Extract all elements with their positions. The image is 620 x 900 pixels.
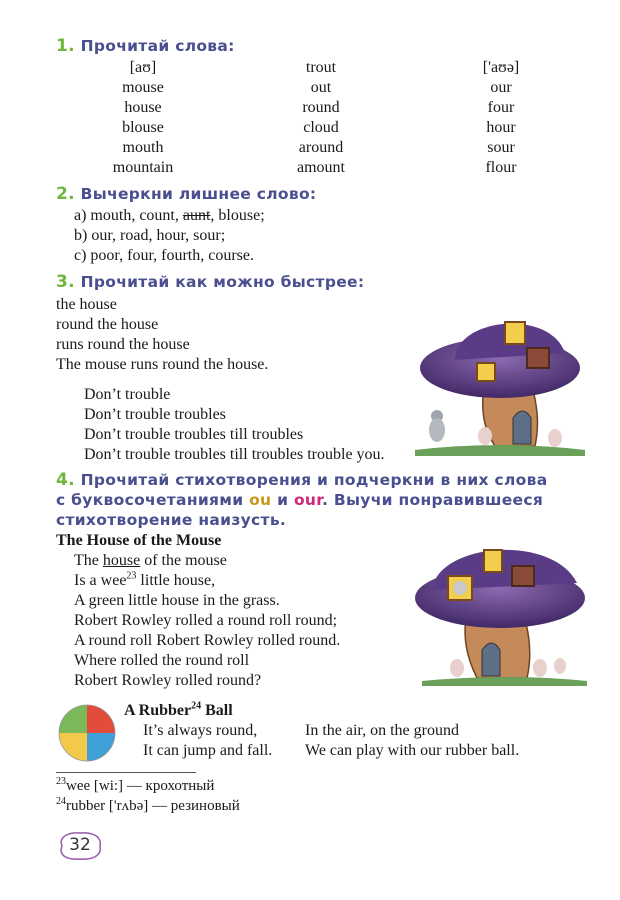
poem-title: The House of the Mouse bbox=[56, 532, 222, 549]
poem-text: of the mouse bbox=[140, 552, 227, 569]
poem-line: Robert Rowley rolled a round roll round; bbox=[74, 612, 338, 629]
word: house bbox=[124, 99, 162, 116]
section-2-title: Вычеркни лишнее слово: bbox=[80, 185, 317, 203]
conjunction: и bbox=[271, 491, 294, 509]
poem-text: The bbox=[74, 552, 103, 569]
text-line: Don’t trouble troubles till troubles bbox=[84, 426, 304, 443]
exercise-line-b: b) our, road, hour, sour; bbox=[74, 227, 226, 244]
poem-line bbox=[56, 551, 340, 571]
poem-rubber-ball-left bbox=[143, 721, 272, 761]
section-3-heading bbox=[56, 272, 364, 292]
struck-word: aunt bbox=[182, 207, 211, 224]
page-number: 32 bbox=[69, 835, 91, 855]
text-line: The mouse runs round the house. bbox=[56, 356, 269, 373]
underlined-word: house bbox=[102, 552, 141, 569]
exercise-line-a bbox=[74, 207, 265, 225]
footnotes bbox=[56, 776, 240, 816]
poem-title bbox=[124, 701, 233, 721]
line-a-suffix: , blouse; bbox=[210, 207, 265, 224]
poem-title-text: Ball bbox=[201, 702, 233, 719]
text-line: Don’t trouble bbox=[84, 386, 171, 403]
word: our bbox=[490, 79, 512, 96]
phonetic-aue: ['aʊə] bbox=[482, 59, 520, 76]
poem-line: It can jump and fall. bbox=[143, 742, 273, 759]
footnote-23 bbox=[56, 776, 240, 796]
poem-rubber-ball bbox=[124, 701, 233, 721]
section-2-heading bbox=[56, 184, 316, 204]
word: mouth bbox=[122, 139, 164, 156]
text-line: the house bbox=[56, 296, 117, 313]
section-4-line-3: стихотворение наизусть. bbox=[56, 511, 287, 529]
footnote-number: 24 bbox=[56, 796, 66, 807]
letters-our: our bbox=[293, 491, 322, 509]
footnote-text: wee [wi:] — крохотный bbox=[66, 778, 215, 794]
word: mountain bbox=[112, 159, 174, 176]
word: cloud bbox=[303, 119, 339, 136]
poem-line: Where rolled the round roll bbox=[74, 652, 250, 669]
poem-title-text: A Rubber bbox=[124, 702, 192, 719]
word: sour bbox=[487, 139, 515, 156]
word: blouse bbox=[122, 119, 164, 136]
exercise-line-c: c) poor, four, fourth, course. bbox=[74, 247, 254, 264]
word-column-1 bbox=[73, 58, 213, 178]
word-column-3 bbox=[431, 58, 571, 178]
poem-line: It’s always round, bbox=[143, 722, 258, 739]
text-line: Don’t trouble troubles till troubles trouble you. bbox=[84, 446, 385, 463]
word: trout bbox=[305, 59, 337, 76]
footnote-divider bbox=[56, 772, 196, 773]
text-line: round the house bbox=[56, 316, 159, 333]
poem-line: In the air, on the ground bbox=[305, 722, 459, 739]
word: amount bbox=[297, 159, 345, 176]
poem-line bbox=[56, 571, 340, 591]
section-2-number: 2. bbox=[56, 184, 75, 204]
section-3-number: 3. bbox=[56, 272, 75, 292]
section-4-line-2a: с буквосочетаниями bbox=[56, 491, 250, 509]
poem-line: We can play with our rubber ball. bbox=[305, 742, 520, 759]
footnote-text: rubber ['rʌbə] — резиновый bbox=[66, 798, 240, 814]
section-4-line-2b: . Выучи понравившееся bbox=[321, 491, 544, 509]
footnote-number: 23 bbox=[56, 776, 66, 787]
word: around bbox=[298, 139, 344, 156]
poem-rubber-ball-right bbox=[305, 721, 519, 761]
word-column-2 bbox=[251, 58, 391, 178]
house-lines bbox=[56, 295, 268, 375]
text-line: Don’t trouble troubles bbox=[84, 406, 226, 423]
poem-line: A green little house in the grass. bbox=[74, 592, 280, 609]
beach-ball-illustration bbox=[57, 703, 117, 763]
section-4-line-1: Прочитай стихотворения и подчеркни в них слова bbox=[80, 471, 548, 489]
poem-house-of-the-mouse bbox=[56, 531, 340, 691]
line-a-prefix: a) mouth, count, bbox=[74, 207, 183, 224]
footnote-ref: 23 bbox=[126, 570, 137, 582]
footnote-ref: 24 bbox=[191, 700, 202, 712]
word: mouse bbox=[122, 79, 164, 96]
mushroom-house-illustration bbox=[415, 308, 585, 458]
letters-ou: ou bbox=[249, 491, 272, 509]
section-4-heading bbox=[56, 470, 591, 530]
mushroom-house-illustration bbox=[412, 528, 587, 688]
trouble-lines bbox=[84, 385, 385, 465]
poem-text: Is a wee bbox=[74, 572, 127, 589]
section-3-title: Прочитай как можно быстрее: bbox=[80, 273, 365, 291]
poem-line: A round roll Robert Rowley rolled round. bbox=[74, 632, 341, 649]
word: flour bbox=[485, 159, 517, 176]
phonetic-au: [aʊ] bbox=[129, 59, 157, 76]
word: four bbox=[487, 99, 515, 116]
word: hour bbox=[486, 119, 516, 136]
footnote-24 bbox=[56, 796, 240, 816]
poem-text: little house, bbox=[136, 572, 216, 589]
text-line: runs round the house bbox=[56, 336, 190, 353]
poem-line: Robert Rowley rolled round? bbox=[74, 672, 262, 689]
section-4-number: 4. bbox=[56, 470, 75, 490]
section-1-number: 1. bbox=[56, 36, 75, 56]
section-1-heading bbox=[56, 36, 235, 56]
word: out bbox=[310, 79, 332, 96]
word: round bbox=[302, 99, 340, 116]
section-1-title: Прочитай слова: bbox=[80, 37, 235, 55]
